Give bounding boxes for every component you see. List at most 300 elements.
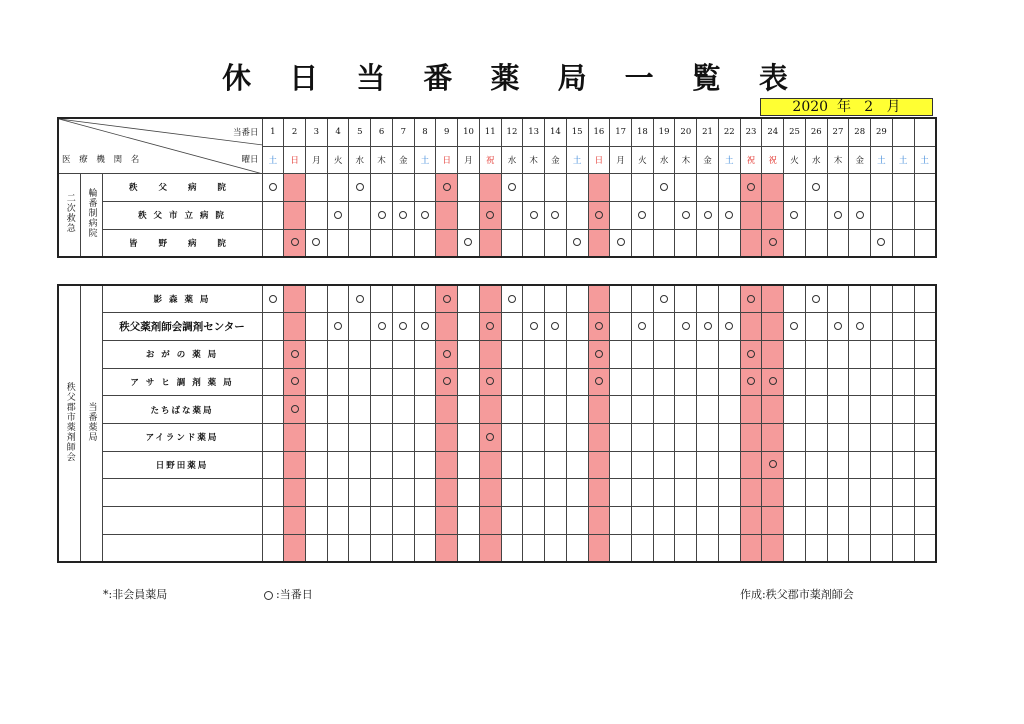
day-cell	[523, 368, 545, 396]
day-cell	[458, 368, 480, 396]
day-cell	[262, 201, 284, 229]
day-cell	[805, 507, 827, 535]
day-cell	[849, 201, 871, 229]
day-cell	[566, 423, 588, 451]
duty-circle-icon	[704, 211, 712, 219]
facility-name	[102, 534, 262, 562]
day-cell	[349, 340, 371, 368]
weekday-cell: 木	[523, 146, 545, 173]
day-cell	[871, 396, 893, 424]
day-cell	[762, 201, 784, 229]
day-cell	[805, 479, 827, 507]
day-cell	[849, 451, 871, 479]
day-cell	[501, 201, 523, 229]
day-cell	[436, 534, 458, 562]
day-cell	[653, 229, 675, 257]
day-cell	[501, 451, 523, 479]
day-cell	[827, 451, 849, 479]
day-cell	[566, 479, 588, 507]
day-cell	[545, 173, 567, 201]
day-cell	[631, 396, 653, 424]
day-cell	[414, 451, 436, 479]
day-cell	[914, 229, 936, 257]
duty-circle-icon	[508, 295, 516, 303]
day-cell	[805, 534, 827, 562]
day-cell	[262, 396, 284, 424]
day-cell	[805, 451, 827, 479]
day-cell	[392, 534, 414, 562]
duty-circle-icon	[617, 238, 625, 246]
weekday-cell: 土	[892, 146, 914, 173]
day-cell	[784, 340, 806, 368]
day-cell	[892, 507, 914, 535]
day-cell	[327, 479, 349, 507]
day-number: 26	[805, 118, 827, 146]
day-cell	[262, 340, 284, 368]
duty-circle-icon	[747, 295, 755, 303]
weekday-cell: 火	[784, 146, 806, 173]
day-cell	[327, 451, 349, 479]
weekday-cell: 金	[697, 146, 719, 173]
day-number: 9	[436, 118, 458, 146]
day-cell	[892, 340, 914, 368]
day-cell	[610, 201, 632, 229]
duty-circle-icon	[660, 183, 668, 191]
day-cell	[458, 201, 480, 229]
day-cell	[349, 285, 371, 313]
day-cell	[827, 313, 849, 341]
day-cell	[871, 340, 893, 368]
day-number: 20	[675, 118, 697, 146]
day-cell	[545, 229, 567, 257]
day-cell	[784, 173, 806, 201]
weekday-cell: 木	[827, 146, 849, 173]
duty-circle-icon	[356, 183, 364, 191]
day-cell	[305, 313, 327, 341]
day-cell	[262, 368, 284, 396]
day-cell	[305, 201, 327, 229]
day-cell	[762, 396, 784, 424]
day-cell	[479, 173, 501, 201]
day-cell	[523, 479, 545, 507]
day-cell	[436, 396, 458, 424]
duty-circle-icon	[660, 295, 668, 303]
day-cell	[718, 229, 740, 257]
day-cell	[762, 229, 784, 257]
sub-label-cell	[80, 285, 102, 562]
day-cell	[327, 368, 349, 396]
day-cell	[610, 285, 632, 313]
day-cell	[827, 507, 849, 535]
day-cell	[849, 173, 871, 201]
day-cell	[327, 229, 349, 257]
day-cell	[762, 285, 784, 313]
weekday-cell: 祝	[479, 146, 501, 173]
day-cell	[914, 340, 936, 368]
day-cell	[784, 507, 806, 535]
day-cell	[414, 396, 436, 424]
day-cell	[914, 201, 936, 229]
duty-circle-icon	[704, 322, 712, 330]
day-cell	[545, 313, 567, 341]
day-cell	[262, 173, 284, 201]
day-cell	[827, 340, 849, 368]
day-cell	[414, 340, 436, 368]
day-cell	[305, 423, 327, 451]
day-cell	[327, 201, 349, 229]
day-cell	[827, 173, 849, 201]
day-cell	[697, 173, 719, 201]
day-cell	[871, 534, 893, 562]
day-cell	[740, 313, 762, 341]
day-cell	[914, 507, 936, 535]
duty-circle-icon	[682, 211, 690, 219]
day-cell	[501, 423, 523, 451]
table-row	[58, 423, 936, 451]
facility-name: 秩 父 市 立 病 院	[102, 201, 262, 229]
duty-circle-icon	[486, 433, 494, 441]
day-cell	[849, 285, 871, 313]
day-cell	[697, 423, 719, 451]
day-cell	[523, 173, 545, 201]
day-cell	[458, 451, 480, 479]
day-cell	[871, 507, 893, 535]
day-cell	[479, 507, 501, 535]
day-cell	[653, 423, 675, 451]
day-cell	[718, 396, 740, 424]
day-number	[892, 118, 914, 146]
day-cell	[566, 340, 588, 368]
day-cell	[371, 507, 393, 535]
facility-name: 秩父薬剤師会調剤センター	[102, 313, 262, 341]
table-row	[58, 479, 936, 507]
sub-label-cell	[80, 173, 102, 257]
duty-circle-icon	[769, 377, 777, 385]
day-cell	[284, 507, 306, 535]
duty-circle-icon	[356, 295, 364, 303]
day-cell	[545, 534, 567, 562]
duty-circle-icon	[856, 322, 864, 330]
day-cell	[610, 313, 632, 341]
weekday-cell: 月	[458, 146, 480, 173]
day-cell	[849, 423, 871, 451]
day-cell	[675, 534, 697, 562]
group-label: 秩父郡市薬剤師会	[64, 381, 75, 462]
day-cell	[414, 423, 436, 451]
duty-circle-icon	[291, 377, 299, 385]
day-cell	[545, 451, 567, 479]
header-corner	[58, 118, 262, 173]
day-cell	[849, 313, 871, 341]
facility-name: アイランド薬局	[102, 423, 262, 451]
weekday-cell: 土	[871, 146, 893, 173]
day-cell	[892, 479, 914, 507]
day-cell	[371, 396, 393, 424]
day-number: 18	[631, 118, 653, 146]
day-cell	[392, 173, 414, 201]
duty-circle-icon	[334, 322, 342, 330]
day-cell	[653, 173, 675, 201]
weekday-cell: 祝	[762, 146, 784, 173]
day-cell	[718, 340, 740, 368]
day-cell	[523, 229, 545, 257]
pharmacy-table	[57, 284, 937, 563]
day-cell	[479, 285, 501, 313]
duty-circle-icon	[486, 377, 494, 385]
day-cell	[566, 396, 588, 424]
day-cell	[545, 479, 567, 507]
day-cell	[262, 229, 284, 257]
day-cell	[414, 313, 436, 341]
day-number: 15	[566, 118, 588, 146]
day-cell	[392, 479, 414, 507]
duty-circle-icon	[421, 211, 429, 219]
day-cell	[631, 201, 653, 229]
duty-circle-icon	[725, 322, 733, 330]
day-cell	[523, 396, 545, 424]
day-cell	[871, 313, 893, 341]
day-cell	[305, 368, 327, 396]
day-cell	[305, 173, 327, 201]
day-number: 29	[871, 118, 893, 146]
day-cell	[349, 507, 371, 535]
day-cell	[479, 340, 501, 368]
day-cell	[740, 201, 762, 229]
day-cell	[697, 451, 719, 479]
day-cell	[762, 479, 784, 507]
day-number: 6	[371, 118, 393, 146]
day-cell	[284, 229, 306, 257]
day-cell	[392, 229, 414, 257]
duty-circle-icon	[530, 322, 538, 330]
day-cell	[675, 423, 697, 451]
day-number: 3	[305, 118, 327, 146]
day-cell	[545, 368, 567, 396]
duty-legend	[264, 586, 313, 602]
day-cell	[631, 507, 653, 535]
day-cell	[610, 229, 632, 257]
day-cell	[458, 340, 480, 368]
duty-circle-icon	[812, 183, 820, 191]
day-cell	[610, 534, 632, 562]
weekday-cell: 水	[653, 146, 675, 173]
facility-name: 皆 野 病 院	[102, 229, 262, 257]
duty-circle-icon	[551, 211, 559, 219]
day-cell	[436, 423, 458, 451]
day-cell	[588, 423, 610, 451]
day-cell	[479, 396, 501, 424]
day-cell	[740, 173, 762, 201]
weekday-cell: 金	[545, 146, 567, 173]
day-cell	[588, 451, 610, 479]
day-cell	[284, 313, 306, 341]
duty-circle-icon	[856, 211, 864, 219]
day-cell	[914, 423, 936, 451]
duty-circle-icon	[399, 322, 407, 330]
day-cell	[740, 396, 762, 424]
duty-circle-icon	[291, 238, 299, 246]
day-cell	[805, 201, 827, 229]
day-cell	[827, 534, 849, 562]
duty-circle-icon	[443, 295, 451, 303]
day-cell	[523, 340, 545, 368]
day-cell	[566, 368, 588, 396]
day-cell	[718, 285, 740, 313]
day-cell	[414, 173, 436, 201]
facility-name: 日野田薬局	[102, 451, 262, 479]
day-cell	[871, 229, 893, 257]
day-number: 8	[414, 118, 436, 146]
day-cell	[762, 173, 784, 201]
day-cell	[914, 368, 936, 396]
table-row	[58, 451, 936, 479]
weekday-cell: 月	[610, 146, 632, 173]
day-cell	[718, 201, 740, 229]
weekday-cell: 木	[371, 146, 393, 173]
day-cell	[784, 313, 806, 341]
table-row	[58, 313, 936, 341]
duty-circle-icon	[269, 295, 277, 303]
day-cell	[653, 340, 675, 368]
day-cell	[545, 507, 567, 535]
day-cell	[284, 396, 306, 424]
day-cell	[675, 396, 697, 424]
day-cell	[871, 201, 893, 229]
day-cell	[697, 396, 719, 424]
duty-circle-icon	[291, 350, 299, 358]
group-label-cell	[58, 285, 80, 562]
day-cell	[610, 451, 632, 479]
weekday-cell: 火	[631, 146, 653, 173]
day-cell	[566, 173, 588, 201]
day-cell	[392, 313, 414, 341]
day-cell	[784, 396, 806, 424]
day-number: 7	[392, 118, 414, 146]
day-cell	[436, 285, 458, 313]
day-cell	[653, 201, 675, 229]
day-cell	[479, 479, 501, 507]
day-cell	[436, 173, 458, 201]
duty-circle-icon	[638, 322, 646, 330]
day-cell	[827, 368, 849, 396]
day-cell	[458, 479, 480, 507]
day-cell	[371, 229, 393, 257]
day-cell	[414, 507, 436, 535]
duty-circle-icon	[595, 211, 603, 219]
day-cell	[305, 479, 327, 507]
day-cell	[610, 396, 632, 424]
day-cell	[284, 423, 306, 451]
day-cell	[392, 201, 414, 229]
day-cell	[479, 368, 501, 396]
day-cell	[523, 201, 545, 229]
table-row	[58, 285, 936, 313]
day-cell	[371, 173, 393, 201]
weekday-cell: 日	[588, 146, 610, 173]
weekday-cell: 水	[805, 146, 827, 173]
day-cell	[501, 173, 523, 201]
duty-circle-icon	[530, 211, 538, 219]
table-row	[58, 229, 936, 257]
day-cell	[675, 340, 697, 368]
sub-label: 輪番制病院	[86, 188, 97, 239]
weekday-cell: 金	[392, 146, 414, 173]
day-cell	[740, 423, 762, 451]
weekday-cell: 祝	[740, 146, 762, 173]
day-cell	[892, 368, 914, 396]
table-row	[58, 368, 936, 396]
duty-circle-icon	[877, 238, 885, 246]
duty-circle-icon	[312, 238, 320, 246]
table-row	[58, 534, 936, 562]
day-cell	[631, 534, 653, 562]
day-cell	[284, 368, 306, 396]
day-cell	[849, 368, 871, 396]
duty-circle-icon	[464, 238, 472, 246]
day-cell	[305, 507, 327, 535]
day-cell	[436, 368, 458, 396]
day-cell	[588, 479, 610, 507]
day-cell	[392, 368, 414, 396]
period-label: 2020 年 2 月	[760, 98, 933, 116]
day-cell	[610, 423, 632, 451]
day-cell	[305, 534, 327, 562]
day-cell	[675, 229, 697, 257]
day-cell	[914, 313, 936, 341]
day-cell	[740, 534, 762, 562]
day-cell	[566, 451, 588, 479]
day-cell	[827, 423, 849, 451]
weekday-cell: 木	[675, 146, 697, 173]
day-cell	[653, 396, 675, 424]
day-cell	[305, 396, 327, 424]
day-cell	[805, 396, 827, 424]
day-cell	[414, 201, 436, 229]
day-cell	[762, 313, 784, 341]
duty-circle-icon	[834, 211, 842, 219]
day-cell	[436, 313, 458, 341]
day-cell	[740, 451, 762, 479]
day-cell	[697, 229, 719, 257]
day-cell	[305, 451, 327, 479]
day-cell	[349, 229, 371, 257]
day-number: 19	[653, 118, 675, 146]
facility-name	[102, 507, 262, 535]
day-cell	[805, 229, 827, 257]
day-cell	[849, 479, 871, 507]
day-cell	[392, 285, 414, 313]
day-cell	[675, 313, 697, 341]
day-cell	[262, 479, 284, 507]
day-cell	[892, 229, 914, 257]
duty-circle-icon	[378, 322, 386, 330]
day-cell	[675, 451, 697, 479]
day-cell	[523, 451, 545, 479]
day-cell	[371, 423, 393, 451]
day-cell	[740, 368, 762, 396]
day-cell	[631, 340, 653, 368]
day-cell	[349, 479, 371, 507]
day-cell	[371, 201, 393, 229]
day-cell	[827, 396, 849, 424]
day-cell	[762, 507, 784, 535]
day-cell	[718, 534, 740, 562]
day-number: 28	[849, 118, 871, 146]
day-cell	[262, 423, 284, 451]
duty-circle-icon	[443, 350, 451, 358]
day-number: 5	[349, 118, 371, 146]
page-title: 休 日 当 番 薬 局 一 覧 表	[222, 61, 802, 95]
